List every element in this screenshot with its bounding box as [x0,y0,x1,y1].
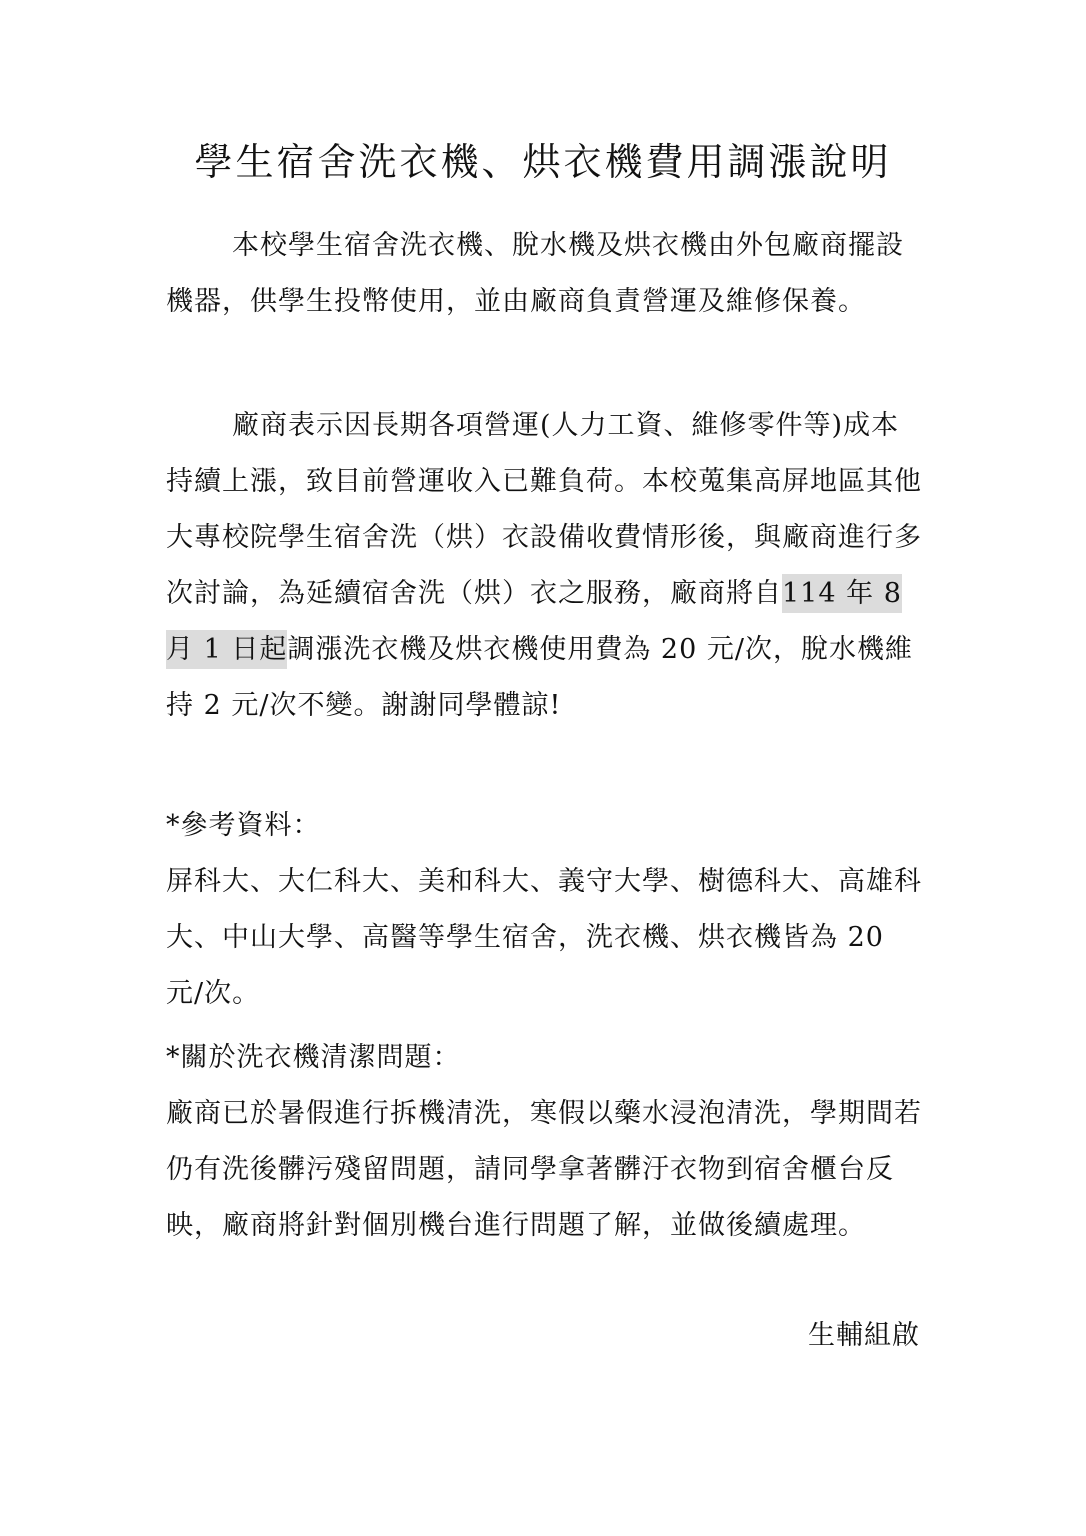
intro-paragraph: 本校學生宿舍洗衣機、脫水機及烘衣機由外包廠商擺設機器，供學生投幣使用，並由廠商負責營運及維修保養。 [166,230,904,317]
cleaning-text: 廠商已於暑假進行拆機清洗，寒假以藥水浸泡清洗，學期間若仍有洗後髒污殘留問題，請同學拿著髒汙衣物到宿舍櫃台反映，廠商將針對個別機台進行問題了解，並做後續處理。 [166,1098,922,1241]
price-increase-paragraph [166,398,926,734]
price-increase-text-after: 調漲洗衣機及烘衣機使用費為 20 元/次，脫水機維持 2 元/次不變。謝謝同學體諒! [166,634,913,721]
cleaning-heading: *關於洗衣機清潔問題： [166,1042,461,1073]
page-title: 學生宿舍洗衣機、烘衣機費用調漲說明 [194,140,892,184]
reference-heading: *參考資料： [166,810,321,841]
reference-text: 屏科大、大仁科大、美和科大、義守大學、樹德科大、高雄科大、中山大學、高醫等學生宿舍，洗衣機、烘衣機皆為 20 元/次。 [166,866,922,1009]
price-increase-text-before: 廠商表示因長期各項營運(人力工資、維修零件等)成本持續上漲，致目前營運收入已難負荷。本校蒐集高屏地區其他大專校院學生宿舍洗（烘）衣設備收費情形後，與廠商進行多次討論，為延續宿舍洗（烘）衣之服務，廠商將自 [166,410,922,609]
signature: 生輔組啟 [808,1320,920,1351]
effective-date-highlight: 114 年 8 月 1 日起 [166,574,902,669]
